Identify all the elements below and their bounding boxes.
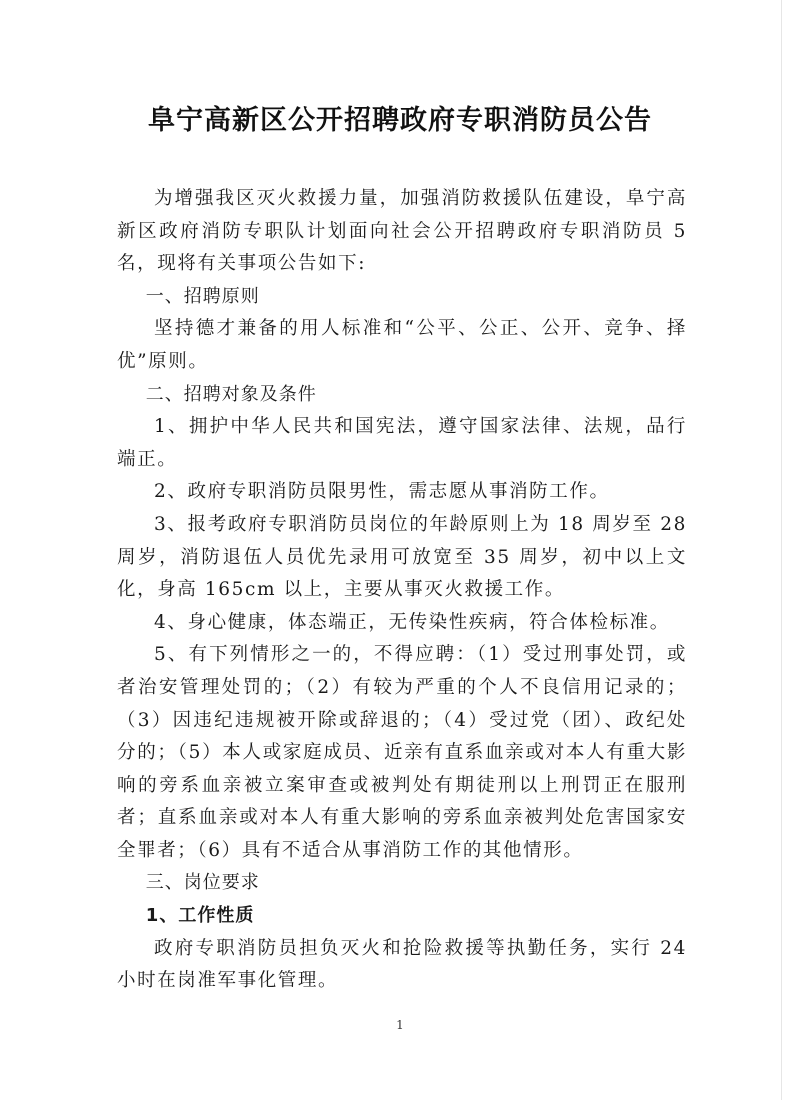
section-2-item-1: 1、拥护中华人民共和国宪法，遵守国家法律、法规，品行端正。: [117, 416, 687, 470]
page-number: 1: [396, 1018, 404, 1032]
section-1-paragraph: 坚持德才兼备的用人标准和“公平、公正、公开、竞争、择优”原则。: [117, 318, 687, 372]
section-3-paragraph-1: 政府专职消防员担负灭火和抢险救援等执勤任务，实行 24 小时在岗准军事化管理。: [117, 937, 687, 992]
section-2-item-3: 3、报考政府专职消防员岗位的年龄原则上为 18 周岁至 28 周岁，消防退伍人员优先录用可放宽至 35 周岁，初中以上文化，身高 165cm 以上，主要从事灭火救援工作。: [117, 513, 687, 601]
document-title: 阜宁高新区公开招聘政府专职消防员公告: [148, 105, 652, 136]
section-3-heading: 三、岗位要求: [145, 872, 260, 894]
section-2-heading: 二、招聘对象及条件: [145, 383, 317, 405]
scan-edge-line: [781, 0, 782, 1100]
intro-paragraph: 为增强我区灭火救援力量，加强消防救援队伍建设，阜宁高新区政府消防专职队计划面向社会公开招聘政府专职消防员 5 名，现将有关事项公告如下:: [117, 188, 687, 275]
section-3-subheading-1: 1、工作性质: [145, 905, 255, 927]
document-body: [117, 183, 687, 998]
section-2-item-4: 4、身心健康，体态端正，无传染性疾病，符合体检标准。: [154, 611, 670, 633]
section-1-heading: 一、招聘原则: [145, 285, 260, 307]
section-2-item-2: 2、政府专职消防员限男性，需志愿从事消防工作。: [154, 481, 610, 503]
section-2-item-5: 5、有下列情形之一的，不得应聘：（1）受过刑事处罚，或者治安管理处罚的；（2）有较为严重的个人不良信用记录的；（3）因违纪违规被开除或辞退的；（4）受过党（团）、政纪处分的；（5）本人或家庭成员、近亲有直系血亲或对本人有重大影响的旁系血亲被立案审查或被判处有期徒刑以上刑罚正在服刑者；直系血亲或对本人有重大影响的旁系血亲被判处危害国家安全罪者；（6）具有不适合从事消防工作的其他情形。: [117, 644, 687, 861]
